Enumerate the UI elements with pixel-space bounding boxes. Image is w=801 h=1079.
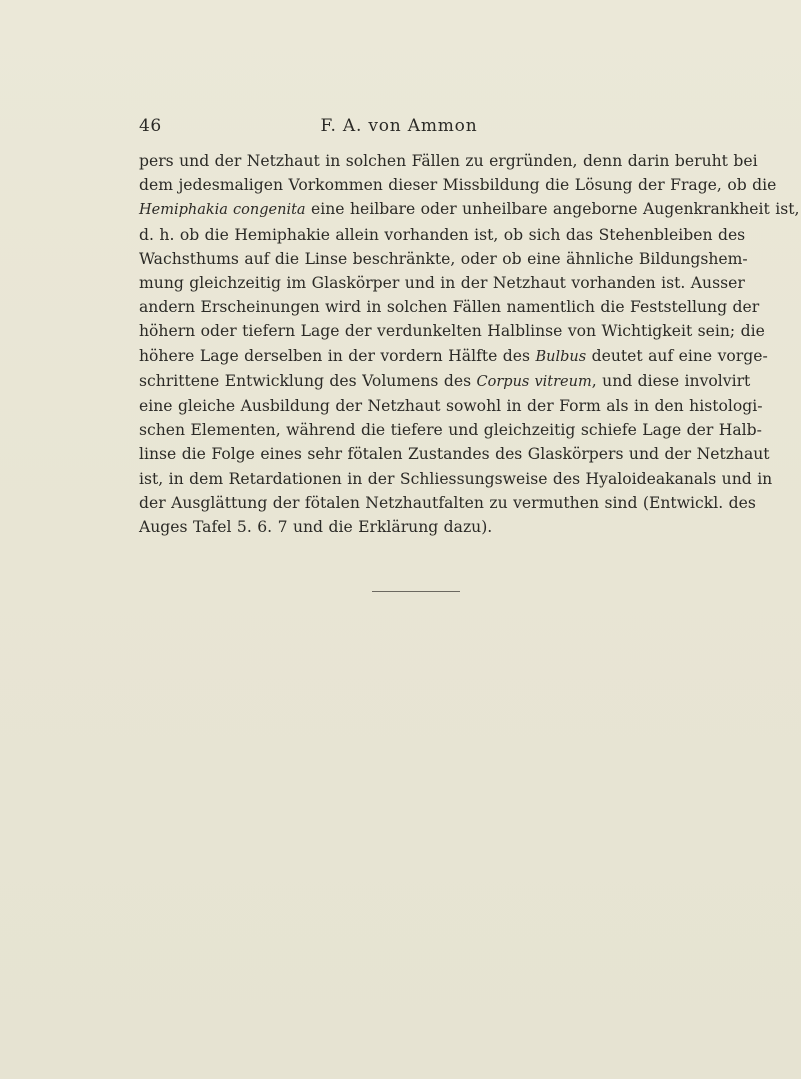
text-line: andern Erscheinungen wird in solchen Fällen namentlich die Feststellung der [139, 298, 760, 317]
text-line: schen Elementen, während die tiefere und gleichzeitig schiefe Lage der Halb- [139, 421, 762, 440]
text-line: Hemiphakia congenita eine heilbare oder unheilbare angeborne Augenkrankheit ist, [139, 200, 800, 219]
section-divider [372, 591, 460, 592]
text-line: der Ausglättung der fötalen Netzhautfalten zu vermuthen sind (Entwickl. des [139, 493, 756, 512]
header-author: F. A. von Ammon [320, 116, 478, 136]
text-line: ist, in dem Retardationen in der Schliessungsweise des Hyaloideakanals und in [139, 469, 773, 488]
text-line: höhere Lage derselben in der vordern Hälfte des Bulbus deutet auf eine vorge- [139, 346, 768, 365]
text-line: dem jedesmaligen Vorkommen dieser Missbildung die Lösung der Frage, ob die [139, 176, 777, 195]
text-line: höhern oder tiefern Lage der verdunkelten Halblinse von Wichtigkeit sein; die [139, 322, 765, 341]
text-line: pers und der Netzhaut in solchen Fällen zu ergründen, denn darin beruht bei [139, 152, 758, 170]
text-line: linse die Folge eines sehr fötalen Zustandes des Glaskörpers und der Netzhaut [139, 445, 770, 464]
text-line: eine gleiche Ausbildung der Netzhaut sowohl in der Form als in den histologi- [139, 397, 763, 416]
emphasis-term: Hemiphakia congenita [139, 202, 306, 219]
text-line: d. h. ob die Hemiphakie allein vorhanden ist, ob sich das Stehenbleiben des [139, 225, 746, 244]
text-line: schrittene Entwicklung des Volumens des Corpus vitreum, und diese involvirt [139, 371, 751, 390]
body-text [139, 149, 800, 539]
page-number: 46 [139, 116, 162, 136]
emphasis-term: Corpus vitreum [476, 373, 592, 390]
text-line: Wachsthums auf die Linse beschränkte, oder ob eine ähnliche Bildungshem- [139, 249, 748, 268]
emphasis-term: Bulbus [535, 348, 587, 365]
running-head [139, 116, 659, 142]
text-line: Auges Tafel 5. 6. 7 und die Erklärung dazu). [139, 518, 493, 537]
text-line: mung gleichzeitig im Glaskörper und in der Netzhaut vorhanden ist. Ausser [139, 274, 745, 293]
